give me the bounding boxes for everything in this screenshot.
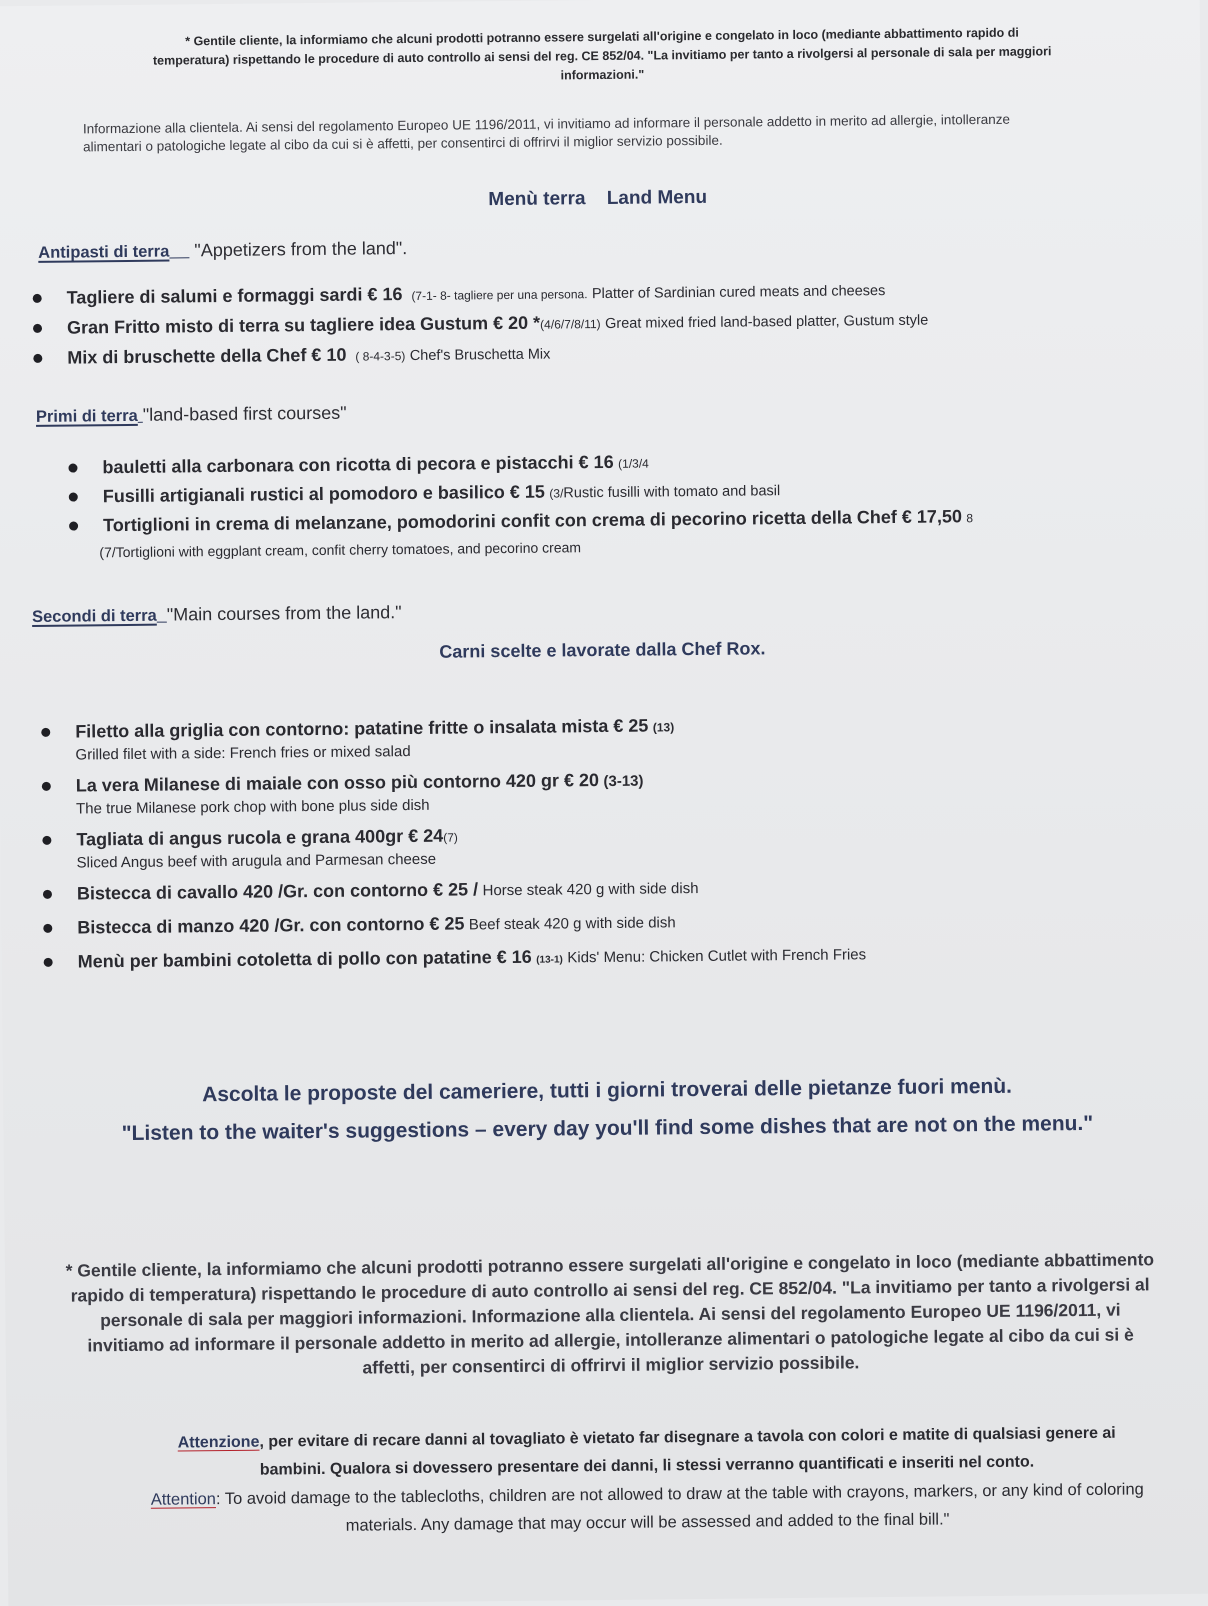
antipasti-heading (38, 238, 407, 263)
primi-heading-en: "land-based first courses" (142, 402, 347, 425)
primi-heading (36, 403, 347, 427)
attention-notice (147, 1419, 1148, 1541)
waiter-suggestions-it: Ascolta le proposte del cameriere, tutti i giorni troverai delle pietanze fuori menù. (202, 1074, 1013, 1107)
primi-list (99, 447, 1093, 561)
waiter-suggestions (3, 1066, 1208, 1155)
frozen-products-notice-bottom: * Gentile cliente, la informiamo che alcuni prodotti potranno essere surgelati all'origine e congelato in loco (mediante abbattimento rapido di temperatura) rispettando le procedure di auto controllo ai sensi del reg. CE 852/04. "La invitiamo per tanto a rivolgersi al personale di sala per maggiori informazioni. Informazione alla clientela. Ai sensi del regolamento Europeo UE 1196/2011, vi invitiamo ad informare il personale addetto in merito ad allergie, intolleranze alimentari o patologiche legate al cibo da cui si è affetti, per consentirci di offrirvi il miglior servizio possibile. (65, 1249, 1155, 1378)
list-item: Bistecca di cavallo 420 /Gr. con contorno € 25 / Horse steak 420 g with side dish (77, 873, 1077, 904)
list-item: Menù per bambini cotoletta di pollo con patatine € 16 (13-1) Kids' Menu: Chicken Cutlet with French Fries (78, 941, 1078, 972)
list-item: Gran Fritto misto di terra su tagliere idea Gustum € 20 *(4/6/7/8/11) Great mixed fried land-based platter, Gustum style (67, 307, 1067, 338)
waiter-suggestions-en: "Listen to the waiter's suggestions – every day you'll find some dishes that are not on the menu." (121, 1111, 1094, 1146)
list-item: La vera Milanese di maiale con osso più contorno 420 gr € 20 (3-13) The true Milanese pork chop with bone plus side dish (76, 765, 1076, 817)
attention-en: Attention: To avoid damage to the tablecloths, children are not allowed to draw at the table with crayons, markers, or any kind of coloring materials. Any damage that may occur will be assessed and added to the final bill." (150, 1480, 1144, 1535)
list-item: bauletti alla carbonara con ricotta di pecora e pistacchi € 16 (1/3/4 (102, 447, 1092, 478)
frozen-products-notice: * Gentile cliente, la informiamo che alcuni prodotti potranno essere surgelati all'origine e congelato in loco (mediante abbattimento rapido di temperatura) rispettando le procedure di auto controllo ai sensi del reg. CE 852/04. "La invitiamo per tanto a rivolgersi al personale di sala per maggiori informazioni." (152, 25, 1052, 83)
attention-en-word: Attention (150, 1490, 217, 1509)
attention-it-word: Attenzione (177, 1433, 260, 1452)
list-item: Tagliere di salumi e formaggi sardi € 16 (7-1- 8- tagliere per una persona. Platter of Sardinian cured meats and cheeses (67, 277, 1067, 308)
antipasti-list (67, 277, 1068, 368)
secondi-heading-en: "Main courses from the land." (166, 602, 402, 625)
list-item: Mix di bruschette della Chef € 10 ( 8-4-3-5) Chef's Bruschetta Mix (67, 337, 1067, 368)
menu-title (0, 182, 1202, 217)
primi-heading-it: Primi di terra (35, 406, 138, 426)
secondi-heading (32, 602, 402, 627)
secondi-heading-it: Secondi di terra (31, 606, 157, 626)
menu-title-it: Menù terra (488, 188, 586, 211)
list-item: Tagliata di angus rucola e grana 400gr € 24(7) Sliced Angus beef with arugula and Parmesan cheese (76, 819, 1076, 871)
list-item: Fusilli artigianali rustici al pomodoro e basilico € 15 (3/Rustic fusilli with tomato and basil (103, 476, 1093, 507)
secondi-list (75, 711, 1078, 972)
list-item: Bistecca di manzo 420 /Gr. con contorno € 25 Beef steak 420 g with side dish (77, 907, 1077, 938)
list-item: Filetto alla griglia con contorno: patatine fritte o insalata mista € 25 (13) Grilled filet with a side: French fries or mixed salad (75, 711, 1075, 763)
list-item: Tortiglioni in crema di melanzane, pomodorini confit con crema di pecorino ricetta della Chef € 17,50 8 (7/Tortiglioni with eggplant cream, confit cherry tomatoes, and pecorino cream (103, 505, 1093, 560)
chef-note: Carni scelte e lavorate dalla Chef Rox. (439, 638, 766, 662)
allergy-information: Informazione alla clientela. Ai sensi del regolamento Europeo UE 1196/2011, vi invitiamo ad informare il personale addetto in merito ad allergie, intolleranze alimentari o patologiche legate al cibo da cui si è affetti, per consentirci di offrirvi il miglior servizio possibile. (82, 111, 1011, 155)
attention-it: Attenzione, per evitare di recare danni al tovagliato è vietato far disegnare a tavola con colori e matite di qualsiasi genere ai bambini. Qualora si dovessero presentare dei danni, li stessi verranno quantificati e inseriti nel conto. (177, 1424, 1116, 1479)
menu-title-en: Land Menu (606, 186, 708, 209)
antipasti-heading-en: "Appetizers from the land". (194, 238, 408, 261)
antipasti-heading-it: Antipasti di terra (38, 242, 170, 262)
